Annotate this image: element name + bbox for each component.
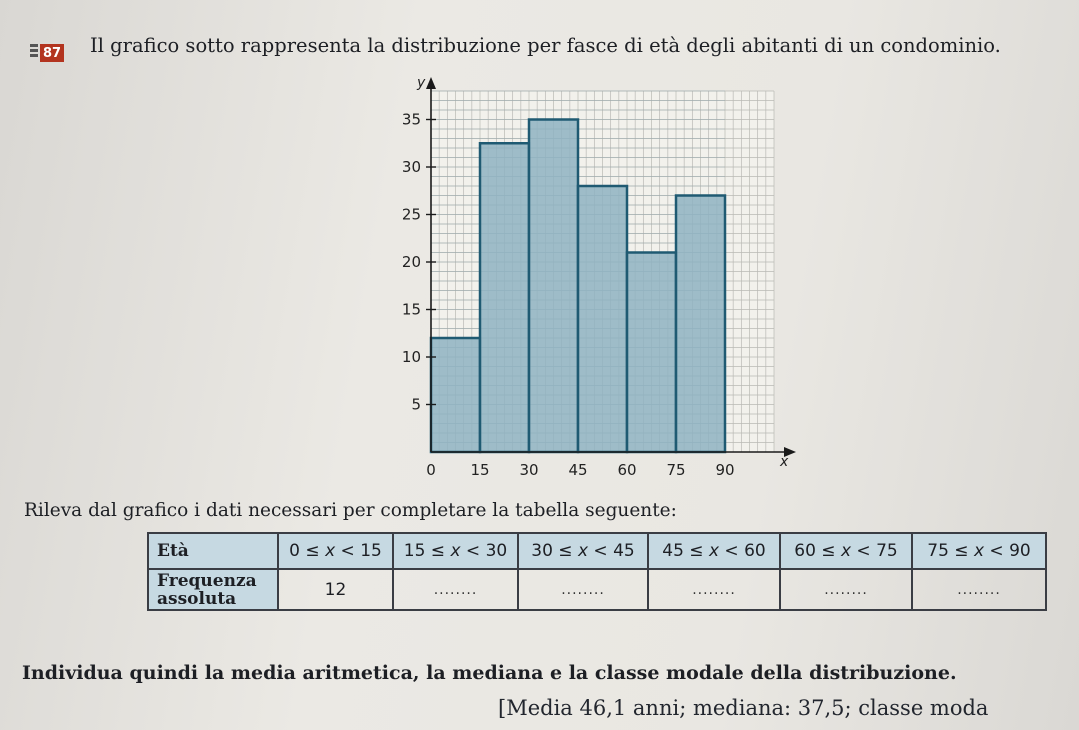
class-1: 15 ≤ x < 30	[393, 533, 518, 569]
y-tick-label: 10	[401, 348, 421, 366]
table-row-label: Frequenza assoluta	[148, 569, 278, 610]
x-tick-label: 90	[715, 461, 735, 479]
y-tick-label: 5	[411, 395, 421, 414]
histogram-bar-2	[529, 120, 578, 453]
exercise-number-badge: 87	[40, 44, 64, 62]
x-tick-label: 15	[470, 461, 490, 479]
frequency-cell-3[interactable]: ........	[648, 569, 780, 610]
x-tick-label: 75	[666, 461, 686, 479]
y-tick-label: 20	[401, 253, 421, 271]
histogram-bar-1	[480, 143, 529, 452]
question-text: Individua quindi la media aritmetica, la mediana e la classe modale della distribuzione.	[22, 662, 957, 684]
y-axis-label: y	[417, 75, 426, 91]
frequency-cell-0: 12	[278, 569, 393, 610]
frequency-cell-2[interactable]: ........	[518, 569, 648, 610]
table-header-label: Età	[148, 533, 278, 569]
frequency-cell-5[interactable]: ........	[912, 569, 1046, 610]
class-5: 75 ≤ x < 90	[912, 533, 1046, 569]
histogram-bar-3	[578, 186, 627, 452]
y-axis-arrow	[426, 77, 436, 89]
histogram-bar-4	[627, 253, 676, 453]
histogram-bar-0	[431, 338, 480, 452]
frequency-table	[147, 532, 1047, 611]
exercise-prompt: Il grafico sotto rappresenta la distribuzione per fasce di età degli abitanti di un condominio.	[90, 34, 1001, 57]
answer-text: [Media 46,1 anni; mediana: 37,5; classe moda	[498, 696, 989, 720]
y-tick-label: 25	[401, 205, 421, 224]
table-frequency-row	[148, 569, 1046, 610]
y-tick-label: 15	[401, 300, 421, 319]
class-2: 30 ≤ x < 45	[518, 533, 648, 569]
x-tick-label: 30	[519, 461, 539, 479]
class-3: 45 ≤ x < 60	[648, 533, 780, 569]
frequency-cell-1[interactable]: ........	[393, 569, 518, 610]
x-axis-label: x	[780, 454, 789, 470]
table-header-row	[148, 533, 1046, 569]
exercise-difficulty-icon	[30, 44, 38, 62]
x-tick-label: 45	[568, 461, 588, 479]
x-tick-label: 60	[617, 461, 637, 479]
class-4: 60 ≤ x < 75	[780, 533, 912, 569]
class-0: 0 ≤ x < 15	[278, 533, 393, 569]
histogram-bar-5	[676, 196, 725, 453]
frequency-cell-4[interactable]: ........	[780, 569, 912, 610]
y-tick-label: 35	[401, 110, 421, 129]
y-tick-label: 30	[401, 158, 421, 176]
histogram-chart	[390, 52, 800, 492]
table-instruction: Rileva dal grafico i dati necessari per completare la tabella seguente:	[24, 500, 677, 521]
x-tick-label: 0	[426, 461, 436, 479]
